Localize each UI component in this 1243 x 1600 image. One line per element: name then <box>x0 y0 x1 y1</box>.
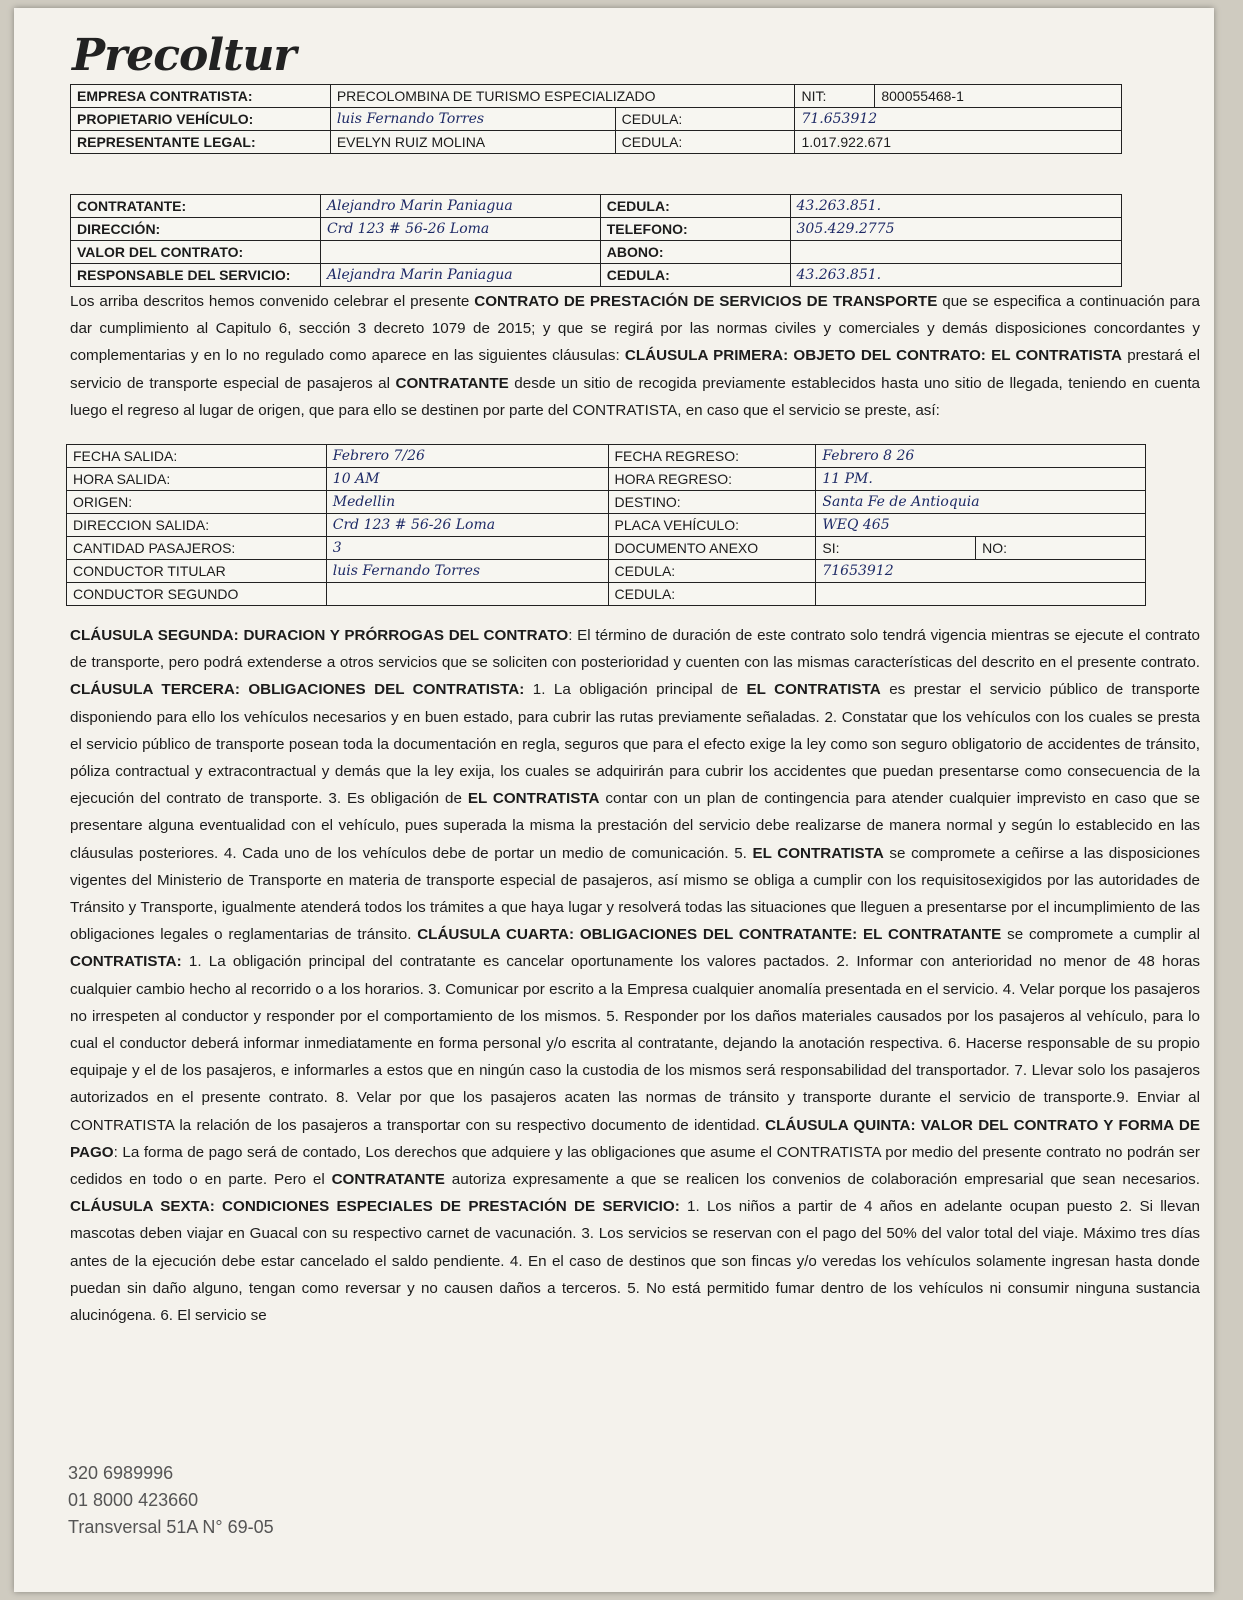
clause-text: 1. La obligación principal de <box>524 681 747 699</box>
cedula-label: CEDULA: <box>600 264 790 287</box>
fecha-regreso-label: FECHA REGRESO: <box>608 445 816 468</box>
clause-heading: CLÁUSULA TERCERA: OBLIGACIONES DEL CONTRATISTA: <box>70 681 525 699</box>
cedula-label: CEDULA: <box>600 195 790 218</box>
footer-phone: 320 6989996 <box>68 1463 174 1483</box>
valor-contrato-label: VALOR DEL CONTRATO: <box>71 241 321 264</box>
table-row <box>71 195 1122 218</box>
clause-text: 1. La obligación principal del contratante es cancelar oportunamente los valores pactados. 2. Informar con anterioridad no menor de 48 horas cualquier cambio hecho al recorrido o a los horarios. 3. Comunicar por escrito a la Empresa cualquier anomalía presentada en el servicio. 4. Velar porque los pasajeros no irrespeten al conductor y responder por el comportamiento de los mismos. 5. Responder por los daños materiales causados por los pasajeros al vehículo, para lo cual el conductor deberá informar inmediatamente en forma personal y/o escrita al contratante, dejando la anotación respectiva. 6. Hacerse responsable de su propio equipaje y el de los pasajeros, e informarles a estos que en ningún caso la custodia de los mismos será responsabilidad del transportador. 7. Llevar solo los pasajeros autorizados en el presente contrato. 8. Velar por que los pasajeros acaten las normas de tránsito y transporte durante el servicio de transporte.9. Enviar al CONTRATISTA la relación de los pasajeros a transportar con su respectivo documento de identidad. <box>70 953 1200 1134</box>
nit-label: NIT: <box>795 85 875 108</box>
cantidad-pasajeros-value: 3 <box>326 537 608 560</box>
clause-heading: CLÁUSULA PRIMERA: OBJETO DEL CONTRATO: EL CONTRATISTA <box>624 347 1123 365</box>
fecha-salida-value: Febrero 7/26 <box>326 445 608 468</box>
intro-text: que se especifica a continuación para dar cumplimiento al Capitulo 6, sección 3 decreto 1079 de 2015; y que se regirá por las normas civiles y comerciales y demás disposiciones concordantes y complementarias y en lo no regulado como aparece en las siguientes cláusulas: <box>70 293 1201 365</box>
clause-bold: CONTRATISTA: <box>70 953 182 971</box>
table-row <box>71 85 1122 108</box>
table-row <box>71 108 1122 131</box>
clause-text: 1. Los niños a partir de 4 años en adelante ocupan puesto 2. Si llevan mascotas deben viajar en Guacal con su respectivo carnet de vacunación. 3. Los servicios se reservan con el pago del 50% del valor total del viaje. Máximo tres días antes de la ejecución debe estar cancelado el saldo pendiente. 4. En el caso de destinos que son fincas y/o veredas los vehículos solamente ingresan hasta donde puedan sin daño alguno, tengan como reversar y no causen daños a terceros. 5. No está permitido fumar dentro de los vehículos ni consumir ninguna sustancia alucinógena. 6. El servicio se <box>70 1198 1200 1325</box>
clause-text: se compromete a ceñirse a las disposiciones vigentes del Ministerio de Transporte en materia de transporte especial de pasajeros, así mismo se obliga a cumplir con los requisitosexigidos por las autoridades de Tránsito y Transporte, igualmente atenderá todos los trámites a que haya lugar y resolverá todas las situaciones que lleguen a presentarse por el incumplimiento de las obligaciones legales o reglamentarias de tránsito. <box>70 844 1200 944</box>
hora-regreso-label: HORA REGRESO: <box>608 468 816 491</box>
cantidad-pasajeros-label: CANTIDAD PASAJEROS: <box>67 537 327 560</box>
conductor-titular-label: CONDUCTOR TITULAR <box>67 560 327 583</box>
table-row <box>67 583 1146 606</box>
intro-bold: CONTRATANTE <box>395 374 509 392</box>
conductor-segundo-value <box>326 583 608 606</box>
telefono-value: 305.429.2775 <box>790 218 1122 241</box>
intro-text: desde un sitio de recogida previamente establecidos hasta uno sitio de llegada, teniendo en cuenta luego el regreso al lugar de origen, que para ello se destinen por parte del CONTRATISTA, en caso que el servicio se preste, así: <box>70 374 1200 419</box>
clause-heading: CLÁUSULA QUINTA: VALOR DEL CONTRATO Y FORMA DE PAGO <box>70 1116 1200 1161</box>
direccion-label: DIRECCIÓN: <box>71 218 321 241</box>
propietario-value: luis Fernando Torres <box>330 108 615 131</box>
representante-label: REPRESENTANTE LEGAL: <box>71 131 331 154</box>
empresa-value: PRECOLOMBINA DE TURISMO ESPECIALIZADO <box>330 85 795 108</box>
clause-text: se compromete a cumplir al <box>1001 926 1200 944</box>
hora-salida-value: 10 AM <box>326 468 608 491</box>
clause-text: es prestar el servicio público de transporte disponiendo para ello los vehículos necesarios y en buen estado, para cubrir las rutas previamente señaladas. 2. Constatar que los vehículos con los cuales se presta el servicio público de transporte posean toda la documentación en regla, seguros que para el efecto exige la ley como son seguro obligatorio de accidentes de tránsito, póliza contractual y extracontractual y demás que la ley exija, los cuales se adquirirán para cubrir los accidentes que puedan presentarse como consecuencia de la ejecución del contrato de transporte. 3. Es obligación de <box>70 681 1201 808</box>
company-table <box>70 84 1122 154</box>
intro-text: prestará el servicio de transporte especial de pasajeros al <box>70 347 1201 392</box>
cedula-value: 71.653912 <box>795 108 1122 131</box>
clause-bold: EL CONTRATISTA <box>746 681 881 699</box>
responsable-label: RESPONSABLE DEL SERVICIO: <box>71 264 321 287</box>
table-row <box>71 264 1122 287</box>
contratante-value: Alejandro Marin Paniagua <box>320 195 600 218</box>
direccion-salida-label: DIRECCION SALIDA: <box>67 514 327 537</box>
intro-bold: CONTRATO DE PRESTACIÓN DE SERVICIOS DE TRANSPORTE <box>474 293 938 310</box>
conductor-titular-value: luis Fernando Torres <box>326 560 608 583</box>
direccion-salida-value: Crd 123 # 56-26 Loma <box>326 514 608 537</box>
contratante-table <box>70 194 1122 287</box>
valor-contrato-value <box>320 241 600 264</box>
no-label: NO: <box>976 537 1146 560</box>
telefono-label: TELEFONO: <box>600 218 790 241</box>
table-row <box>67 468 1146 491</box>
company-logo: Precoltur <box>72 30 296 81</box>
cedula-value: 43.263.851. <box>790 195 1122 218</box>
table-row <box>71 241 1122 264</box>
cedula-label: CEDULA: <box>608 583 816 606</box>
table-row <box>67 491 1146 514</box>
footer-contact <box>68 1460 274 1541</box>
footer-phone: 01 8000 423660 <box>68 1490 199 1510</box>
destino-value: Santa Fe de Antioquia <box>816 491 1146 514</box>
clause-heading: CLÁUSULA SEXTA: CONDICIONES ESPECIALES DE PRESTACIÓN DE SERVICIO: <box>70 1198 680 1216</box>
cedula-label: CEDULA: <box>615 108 795 131</box>
cedula-value: 43.263.851. <box>790 264 1122 287</box>
table-row <box>67 537 1146 560</box>
clause-text: : El término de duración de este contrato solo tendrá vigencia mientras se ejecute el contrato de transporte, pero podrá extenderse a otros servicios que se soliciten con posterioridad y cuenten con las mismas características del descrito en el presente contrato. <box>70 627 1200 672</box>
placa-value: WEQ 465 <box>816 514 1146 537</box>
table-row <box>71 131 1122 154</box>
table-row <box>67 445 1146 468</box>
cedula-value: 1.017.922.671 <box>795 131 1122 154</box>
clauses-body <box>70 622 1200 1329</box>
fecha-salida-label: FECHA SALIDA: <box>67 445 327 468</box>
clause-heading: CLÁUSULA SEGUNDA: DURACION Y PRÓRROGAS DEL CONTRATO <box>70 627 569 644</box>
clause-text: : La forma de pago será de contado, Los derechos que adquiere y las obligaciones que asume el CONTRATISTA por medio del presente contrato no podrán ser cedidos en todo o en parte. Pero el <box>70 1143 1200 1189</box>
cedula-value: 71653912 <box>816 560 1146 583</box>
responsable-value: Alejandra Marin Paniagua <box>320 264 600 287</box>
representante-value: EVELYN RUIZ MOLINA <box>330 131 615 154</box>
cedula-label: CEDULA: <box>608 560 816 583</box>
clause-heading: CLÁUSULA CUARTA: OBLIGACIONES DEL CONTRATANTE: EL CONTRATANTE <box>417 926 1002 944</box>
si-label: SI: <box>816 537 976 560</box>
placa-label: PLACA VEHÍCULO: <box>608 514 816 537</box>
contract-page <box>14 8 1214 1592</box>
fecha-regreso-value: Febrero 8 26 <box>816 445 1146 468</box>
table-row <box>67 560 1146 583</box>
table-row <box>71 218 1122 241</box>
hora-salida-label: HORA SALIDA: <box>67 468 327 491</box>
cedula-label: CEDULA: <box>615 131 795 154</box>
nit-value: 800055468-1 <box>875 85 1122 108</box>
clause-bold: CONTRATANTE <box>331 1171 445 1189</box>
hora-regreso-value: 11 PM. <box>816 468 1146 491</box>
clause-text: contar con un plan de contingencia para atender cualquier imprevisto en caso que se presentare alguna eventualidad con el vehículo, pues superada la misma la prestación del servicio debe realizarse de manera normal y según lo establecido en las cláusulas posteriores. 4. Cada uno de los vehículos debe de portar un medio de comunicación. 5. <box>70 790 1200 862</box>
propietario-label: PROPIETARIO VEHÍCULO: <box>71 108 331 131</box>
documento-anexo-label: DOCUMENTO ANEXO <box>608 537 816 560</box>
intro-text: Los arriba descritos hemos convenido celebrar el presente <box>70 293 475 310</box>
trip-table <box>66 444 1146 606</box>
cedula-value <box>816 583 1146 606</box>
intro-paragraph <box>70 288 1200 424</box>
abono-value <box>790 241 1122 264</box>
contratante-label: CONTRATANTE: <box>71 195 321 218</box>
clause-text: autoriza expresamente a que se realicen los convenios de colaboración empresarial que sean necesarios. <box>444 1171 1200 1189</box>
origen-label: ORIGEN: <box>67 491 327 514</box>
footer-address: Transversal 51A N° 69-05 <box>68 1517 274 1537</box>
conductor-segundo-label: CONDUCTOR SEGUNDO <box>67 583 327 606</box>
table-row <box>67 514 1146 537</box>
destino-label: DESTINO: <box>608 491 816 514</box>
empresa-label: EMPRESA CONTRATISTA: <box>71 85 331 108</box>
direccion-value: Crd 123 # 56-26 Loma <box>320 218 600 241</box>
origen-value: Medellin <box>326 491 608 514</box>
clause-bold: EL CONTRATISTA <box>467 790 600 808</box>
abono-label: ABONO: <box>600 241 790 264</box>
clause-bold: EL CONTRATISTA <box>752 844 884 862</box>
